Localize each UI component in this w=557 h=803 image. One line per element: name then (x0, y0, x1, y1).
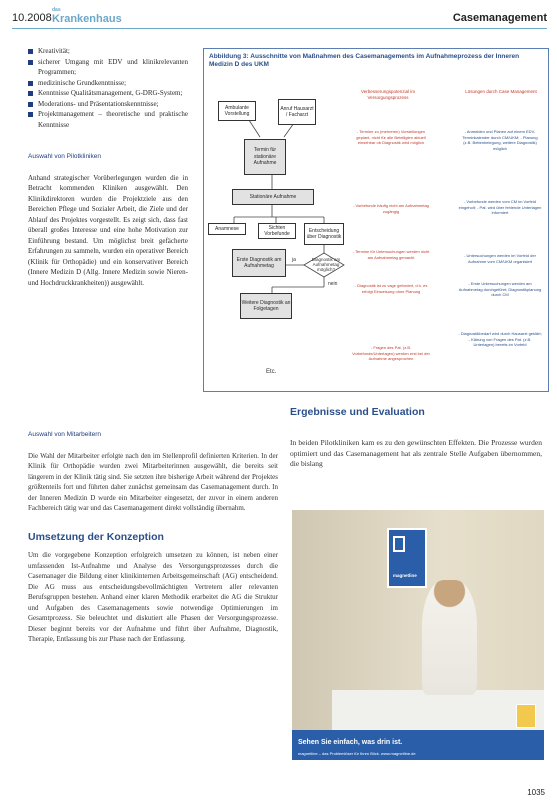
solutions-column-heading: Lösungen durch Case Management (465, 89, 537, 94)
decision-label: Diagnostik am Aufnahmetag möglich? (311, 257, 341, 272)
problems-column-heading: Verbesserungspotenzial im Versorgungsprozess (360, 89, 416, 100)
issue-date: 10.2008 (12, 12, 52, 24)
solution-text-5: - Diagnostikbedarf wird durch Hausarzt geklärt; - Klärung von Fragen des Pat. (z.B. Unterlagen) bereits im Vorfeld (458, 331, 542, 347)
box-termin: Termin für stationäre Aufnahme (244, 139, 286, 175)
problem-text-3: - Termine für Untersuchungen werden nicht am Aufnahmetag gemacht (352, 249, 430, 260)
evaluation-heading: Ergebnisse und Evaluation (290, 406, 425, 418)
no-label: nein (328, 281, 338, 287)
list-item: Moderations- und Präsentationskenntnisse; (28, 99, 188, 110)
box-anamnese: Anamnese (208, 223, 246, 235)
figure-caption: Abbildung 3: Ausschnitte von Maßnahmen des Casemanagements im Aufnahmeprozess der Inneren Medizin D des UKM (209, 53, 520, 68)
umsetzung-paragraph: Um die vorgegebene Konzeption erfolgreich umsetzen zu können, ist neben einer umfassenden Ist-Aufnahme und Analyse des Versorgungsprozesses durch die Casemanager die Bildung einer klinikinternen Arbeitsgemeinschaft (AG) entscheidend. Die AG muss aus entscheidungsbevollmächtigten Vertretern aller relevanten Berufsgruppen bestehen. Anhand einer klaren Methodik erarbeitet die AG die Struktur und Aufgaben des Casemanagements sowie notwendige Optimierungen im Gesamtprozess. Sie beleuchtet und diskutiert alle Phasen der Versorgungsprozesse. Dieser beginnt bereits vor der Aufnahme und führt über Aufnahme, Diagnostik, Therapie, Entlassung bis zur Phase nach der Entlassung. (28, 551, 278, 643)
list-item: Kenntnisse Qualitätsmanagement, G-DRG-System; (28, 88, 188, 99)
box-erste-diagnostik: Erste Diagnostik am Aufnahmetag (232, 249, 286, 277)
process-figure (203, 48, 549, 392)
advertisement[interactable] (292, 510, 544, 760)
box-ambulante-vorstellung: Ambulante Vorstellung (218, 101, 256, 121)
journal-logo (52, 8, 122, 25)
problem-text-1: - Termine zu (mehreren) Vorstellungen geplant, nicht für alle Beteiligten aktuell einsehbar ob Diagnostik wird möglich (356, 129, 426, 145)
list-item: Projektmanagement – theoretische und praktische Kenntnisse (28, 109, 188, 130)
solution-text-2: - Vorbefunde werden vom CM im Vorfeld eingeholt; - Pat. wird über fehlende Unterlagen informiert (458, 199, 542, 215)
problem-text-4: - Diagnostik ist zu vage gefordert, d.h. es erfolgt Einweisung ohne Planung (354, 283, 428, 294)
solution-text-1: - Anmelden und Planen auf einem EDV-Terminkalender durch CM/UKM; - Planung (z.B. Bettenbelegung, weitere Diagnostik) möglich (462, 129, 538, 151)
ad-footer-text: magnetline – das Problemlöser für Ihren Blick. www.magnetline.de (298, 751, 416, 756)
ad-brand: magnetline (393, 573, 417, 578)
problem-text-5: - Fragen des Pat. (z.B. Vorbefunde/Unterlagen) werden erst bei der Aufnahme angesprochen (352, 345, 430, 361)
lower-left-column (28, 430, 278, 645)
page-number: 1035 (527, 788, 545, 797)
requirements-list (28, 46, 188, 130)
box-sichten: Sichten Vorbefunde (258, 223, 296, 239)
tag-logo-icon (393, 536, 405, 552)
pilot-heading: Auswahl von Pilotkliniken (28, 153, 101, 160)
journal-logo-text: Krankenhaus (52, 13, 122, 25)
page-header (12, 6, 547, 28)
header-rule (12, 28, 547, 29)
list-item: medizinische Grundkenntnisse; (28, 78, 188, 89)
solution-text-4: - Erste Untersuchungen werden am Aufnahmetag durchgeführt; Diagnostikplanung durch CM (458, 281, 542, 297)
ad-bed-image (332, 690, 544, 730)
box-anruf: Anruf Hausarzt / Facharzt (278, 99, 316, 125)
list-item: sicherer Umgang mit EDV und klinikrelevanten Programmen; (28, 57, 188, 78)
ad-slogan: Sehen Sie einfach, was drin ist. (298, 739, 403, 746)
journal-logo-small: das (52, 7, 61, 13)
evaluation-paragraph: In beiden Pilotkliniken kam es zu den gewünschten Effekten. Die Prozesse wurden optimiert und das Casemanagement hat als zentrale Stelle Aufgaben übernommen, die bislang (290, 438, 542, 468)
ad-badge (516, 704, 536, 728)
box-weitere-diagnostik: Weitere Diagnostik an Folgetagen (240, 293, 292, 319)
problem-text-2: - Vorbefunde häufig nicht am Aufnahmetag zugängig (353, 203, 429, 214)
box-entscheidung: Entscheidung über Diagnostik (304, 223, 344, 245)
yes-label: ja (292, 257, 296, 263)
umsetzung-heading: Umsetzung der Konzeption (28, 530, 164, 543)
left-column (28, 46, 188, 288)
ad-patient-image (422, 580, 477, 695)
solution-text-3: - Untersuchungen werden im Vorfeld der Aufnahme vom CM/UKM organisiert (464, 253, 536, 264)
staff-heading: Auswahl von Mitarbeitern (28, 431, 101, 438)
box-stationaere-aufnahme: Stationäre Aufnahme (232, 189, 314, 205)
list-item: Kreativität; (28, 46, 188, 57)
magnetline-tag-image (387, 528, 427, 588)
etc-label: Etc. (266, 369, 277, 375)
pilot-paragraph: Anhand strategischer Vorüberlegungen wurden die in Betracht kommenden Kliniken ausgewählt. Den Klinikdirektoren wurden die Projektziele aus den Bereichen Pflege und Sozialer Arbeit, die Ziele und der Ablauf des Projektes vorgestellt. Es zeigt sich, dass fast überall großes Interesse und eine hohe Motivation zur Einführung bestand. Um möglichst breit gefächerte Erfahrungen zu sammeln, wurden ein operativer Bereich (Klinik für Orthopädie) und ein konservativer Bereich (Innere Medizin D (Allg. Innere Medizin sowie Nieren- und Hochdruckkrankheiten)) ausgewählt. (28, 173, 188, 287)
section-title: Casemanagement (452, 12, 547, 24)
staff-paragraph: Die Wahl der Mitarbeiter erfolgte nach den im Stellenprofil definierten Kriterien. In der Klinik für Orthopädie wurden zwei Mitarbeiterinnen ausgewählt, die bereits seit längerem in der Klinik tätig sind. Sie setzten ihre bisherige Arbeit während der Projektes größtenteils fort und führten daher zunächst gemeinsam das Casemanagement durch. In der Inneren Medizin D wurde ein Mitarbeiter eingesetzt, der zuvor in einem anderen Fachbereich tätig war und das Casemanagement direkt vollständig übernahm. (28, 451, 278, 512)
